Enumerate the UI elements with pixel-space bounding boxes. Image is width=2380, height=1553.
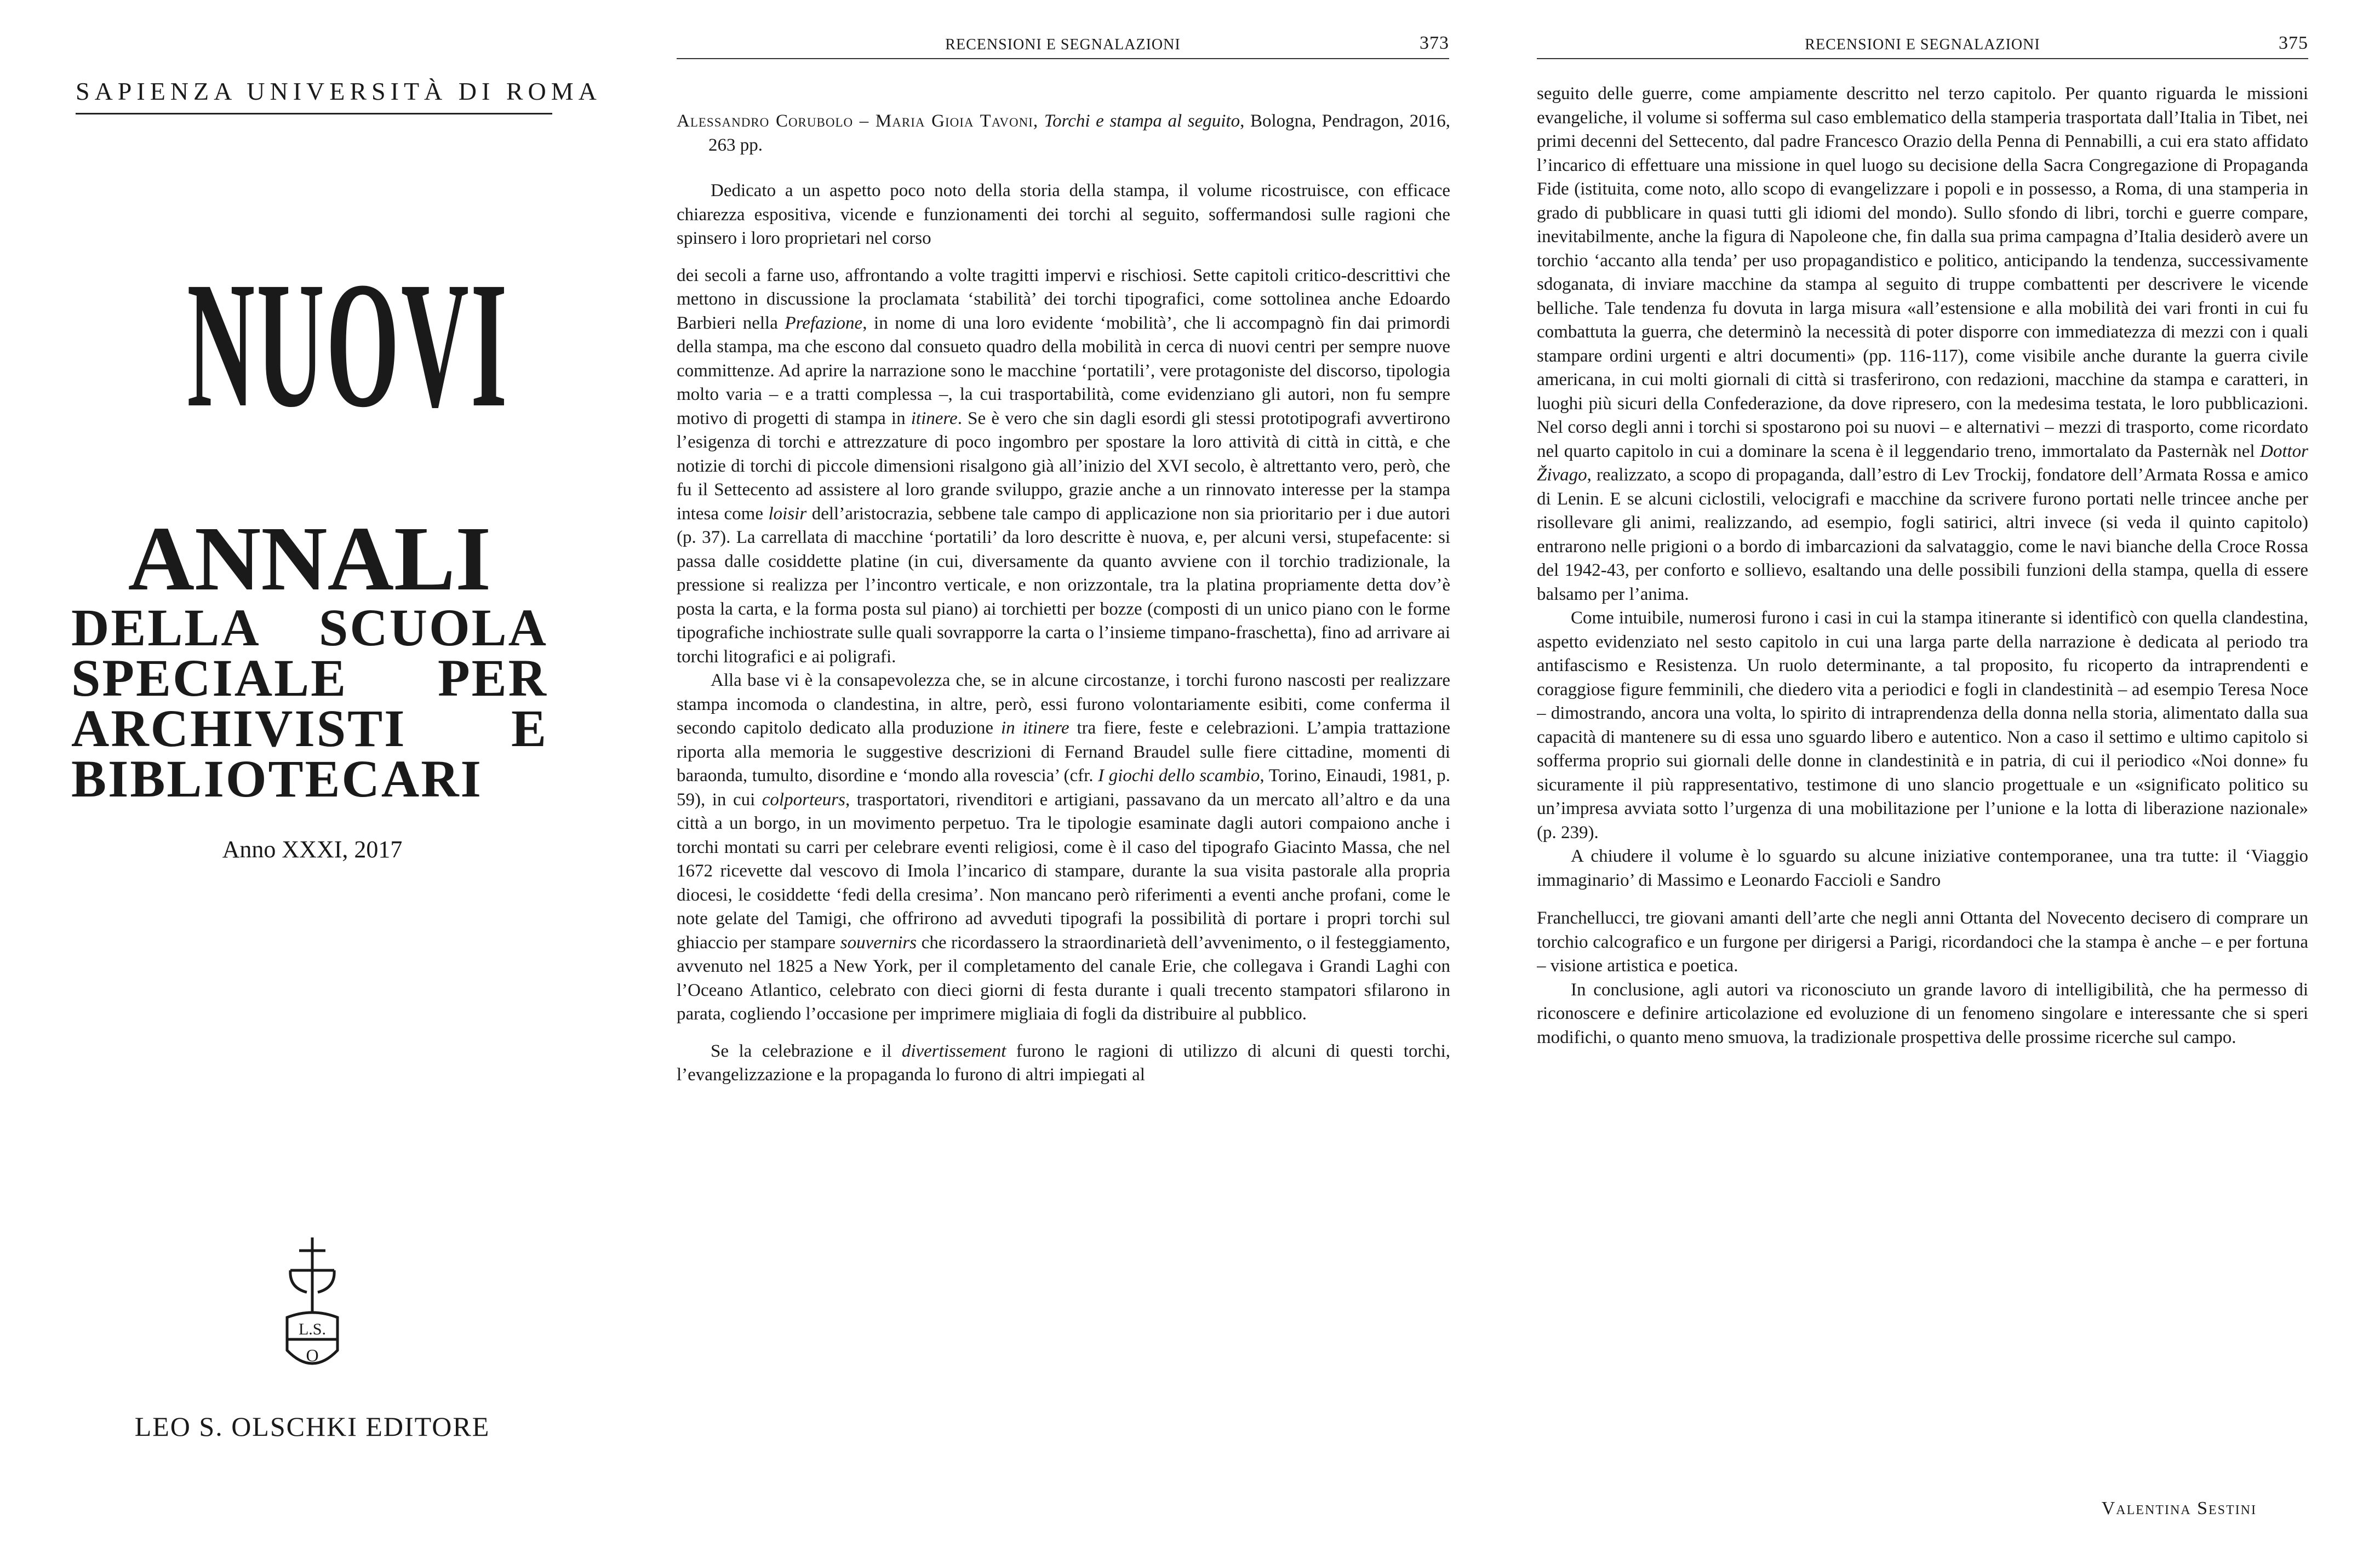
paragraph-1: dei secoli a farne uso, affrontando a volte tragitti impervi e rischiosi. Sette capitoli critico-descrittivi che mettono in discussione la proclamata ‘stabilità’ dei torchi tipografici, come sottolinea anche Edoardo Barbieri nella Prefazione, in nome di una loro evidente ‘mobilità’, che li accompagnò fin dai primordi della stampa, ma che escono dal consueto quadro della mobilità in cerca di nuovi centri per sempre nuove committenze. Ad aprire la narrazione sono le macchine ‘portatili’, vere protagoniste del discorso, tipologia molto varia – e a tratti complessa –, la cui trasportabilità, come evidenziano gli autori, non fu sempre motivo di progetti di stampa in itinere. Se è vero che sin dagli esordi gli stessi prototipografi avvertirono l’esigenza di torchi e attrezzature di poco ingombro per spostare la loro attività di città in città, e che notizie di torchi di piccole dimensioni risalgono già all’inizio del XVI secolo, è altrettanto vero, però, che fu il Settecento ad assistere al loro grande sviluppo, grazie anche a un rinnovato interesse per la stampa intesa come loisir dell’aristocrazia, sebbene tale campo di applicazione non sia prioritario per i due autori (p. 37). La carrellata di macchine ‘portatili’ da loro descritte è nuova, e, per alcuni versi, stupefacente: si passa dalle cosiddette platine (in cui, diversamente da quanto avviene con il torchio tradizionale, la pressione si realizza per l’incontro verticale, e non orizzontale, tra la platina propriamente detta dov’è posta la carta, e la forma posta sul piano) ai torchietti per bozze (composti di un unico piano con le forme tipografiche inchiostrate sulle quali sovrapporre la carta o l’insieme timpano-fraschetta), fino ad arrivare ai torchi litografici e ai poligrafi. xyxy=(677,265,1450,667)
citation-publication: , Bologna, Pendragon, 2016, 263 pp. xyxy=(708,111,1450,155)
page-375 xyxy=(1537,0,2380,1553)
logo-letter-bottom: O xyxy=(306,1345,319,1365)
university-name: SAPIENZA UNIVERSITÀ DI ROMA xyxy=(76,77,602,105)
journal-title-annali: ANNALI xyxy=(128,508,491,610)
reviewer-signature: Valentina Sestini xyxy=(2101,1498,2257,1518)
book-citation xyxy=(677,110,1450,157)
issue-year: Anno XXXI, 2017 xyxy=(222,836,403,863)
university-rule xyxy=(76,113,552,114)
review-body-373 xyxy=(677,110,1450,1087)
running-head-title: RECENSIONI E SEGNALAZIONI xyxy=(1805,36,2040,53)
paragraph-4: In conclusione, agli autori va riconosciuto un grande lavoro di intelligibilità, che ha permesso di riconoscere e definire articolazione ed evoluzione di un fenomeno singolare e interessante che si speri modifichi, o quanto meno smuova, la tradizionale prospettiva delle prossime ricerche sul campo. xyxy=(1537,979,2308,1047)
running-head-rule xyxy=(1537,58,2308,59)
paragraph-3-start: A chiudere il volume è lo sguardo su alcune iniziative contemporanee, una tra tutte: il ‘Viaggio immaginario’ di Massimo e Leonardo Faccioli e Sandro xyxy=(1537,846,2308,890)
citation-title: Torchi e stampa al seguito xyxy=(1044,111,1240,131)
paragraph-3-continued: Franchellucci, tre giovani amanti dell’arte che negli anni Ottanta del Novecento decisero di comprare un torchio calcografico e un furgone per dirigersi a Parigi, ricordandoci che la stampa è anche – e per fortuna – visione artistica e poetica. xyxy=(1537,908,2308,976)
journal-subtitle-line-3: ARCHIVISTI E xyxy=(71,699,548,758)
running-head-rule xyxy=(677,58,1449,59)
paragraph-3: Se la celebrazione e il divertissement furono le ragioni di utilizzo di alcuni di questi torchi, l’evangelizzazione e la propaganda lo furono di altri impiegati al xyxy=(677,1041,1450,1085)
journal-subtitle-line-2: SPECIALE PER xyxy=(71,649,548,707)
journal-title-nuovi: NUOVI xyxy=(187,245,509,445)
paragraph-1: seguito delle guerre, come ampiamente descritto nel terzo capitolo. Per quanto riguarda le missioni evangeliche, il volume si sofferma sul caso emblematico della stamperia trasportata dall’Italia in Tibet, nei primi decenni del Settecento, dal padre Francesco Orazio della Penna di Pennabilli, a cui era stato affidato l’incarico di effettuare una missione in quel luogo su decisione della Sacra Congregazione di Propaganda Fide (istituita, come noto, allo scopo di evangelizzare i popoli e in possesso, a Roma, di una stamperia in grado di pubblicare in quasi tutti gli idiomi del mondo). Sullo sfondo di libri, torchi e guerre compare, inevitabilmente, anche la figura di Napoleone che, fin dalla sua prima campagna d’Italia desiderò avere un torchio ‘accanto alla tenda’ per uso propagandistico e politico, anticipando la tendenza, successivamente sdoganata, di inviare macchine da stampa al seguito di truppe combattenti per descrivere le vicende belliche. Tale tendenza fu dovuta in larga misura «all’estensione e alla mobilità dei vari fronti in cui fu combattuta la guerra, che determinò la necessità di poter disporre con immediatezza di mezzi con i quali stampare ordini urgenti e altri documenti» (pp. 116-117), come visibile anche durante la guerra civile americana, in cui molti giornali di città si trasferirono, con redazioni, macchine da stampa e caratteri, in luoghi più sicuri della Confederazione, da dove ripresero, con la medesima testata, le loro pubblicazioni. Nel corso degli anni i torchi si spostarono poi su nuovi – e alternativi – mezzi di trasporto, come ricordato nel quarto capitolo in cui a dominare la scena è il leggendario treno, immortalato da Pasternàk nel Dottor Živago, realizzato, a scopo di propaganda, dall’estro di Lev Trockij, fondatore dell’Armata Rossa e amico di Lenin. E se alcuni ciclostili, velocigrafi e macchine da scrivere furono portati nelle trincee anche per risollevare gli animi, realizzando, ad esempio, fogli satirici, altri invece (si veda il quinto capitolo) entrarono nelle prigioni o a bordo di imbarcazioni da salvataggio, come le navi bianche della Croce Rossa del 1942-43, per conforto e sollievo, esaltando una delle possibili funzioni della stampa, quella di essere balsamo per l’anima. xyxy=(1537,84,2308,604)
running-head xyxy=(677,33,1449,58)
publisher-name: LEO S. OLSCHKI EDITORE xyxy=(134,1411,490,1442)
journal-subtitle-line-4: BIBLIOTECARI xyxy=(71,749,483,808)
page-number: 373 xyxy=(1420,33,1449,53)
paragraph-intro: Dedicato a un aspetto poco noto della storia della stampa, il volume ricostruisce, con efficace chiarezza espositiva, vicende e funzionamenti dei torchi al seguito, soffermandosi sulle ragioni che spinsero i loro proprietari nel corso xyxy=(677,181,1450,248)
running-head xyxy=(1537,33,2308,58)
olschki-cross-emblem-icon xyxy=(268,1235,356,1378)
review-body-375 xyxy=(1537,82,2308,1050)
logo-letters-top: L.S. xyxy=(298,1320,327,1338)
journal-subtitle-line-1: DELLA SCUOLA xyxy=(71,598,548,657)
running-head-title: RECENSIONI E SEGNALAZIONI xyxy=(945,36,1181,53)
citation-authors: Alessandro Corubolo – Maria Gioia Tavoni, xyxy=(677,111,1039,131)
page-373 xyxy=(677,0,1460,1553)
cover-page xyxy=(0,0,630,1553)
paragraph-2: Alla base vi è la consapevolezza che, se in alcune circostanze, i torchi furono nascosti per realizzare stampa incomoda o clandestina, in altre, però, essi furono volontariamente esibiti, come conferma il secondo capitolo dedicato alla produzione in itinere tra fiere, feste e celebrazioni. L’ampia trattazione riporta alla memoria le suggestive descrizioni di Fernand Braudel sulle fiere cittadine, momenti di baraonda, tumulto, disordine e ‘mondo alla rovescia’ (cfr. I giochi dello scambio, Torino, Einaudi, 1981, p. 59), in cui colporteurs, trasportatori, rivenditori e artigiani, passavano da un mercato all’altro e da una città a un borgo, in un movimento perpetuo. Tra le tipologie esaminate dagli autori compaiono anche i torchi montati su carri per celebrare eventi religiosi, come è il caso del tipografo Giacinto Massa, che nel 1672 ricevette dal vescovo di Imola l’incarico di stampare, durante la sua visita pastorale alla propria diocesi, le cosiddette ‘fedi della cresima’. Non mancano però riferimenti a eventi anche profani, come le note gelate del Tamigi, che offrirono ad avveduti tipografi la possibilità di portare i propri torchi sul ghiaccio per stampare souvernirs che ricordassero la straordinarietà dell’avvenimento, o il festeggiamento, avvenuto nel 1825 a New York, per il completamento del canale Erie, che collegava i Grandi Laghi con l’Oceano Atlantico, celebrato con dieci giorni di festa durante i quali trecento stampatori sfilarono in parata, cogliendo l’occasione per imprimere migliaia di fogli da distribuire al pubblico. xyxy=(677,671,1450,1024)
page-number: 375 xyxy=(2279,33,2308,53)
paragraph-2: Come intuibile, numerosi furono i casi in cui la stampa itinerante si identificò con quella clandestina, aspetto evidenziato nel sesto capitolo in cui una larga parte della narrazione è dedicata al periodo tra antifascismo e Resistenza. Un ruolo determinante, a tal proposito, fu ricoperto da intraprendenti e coraggiose figure femminili, che diedero vita a periodici e fogli in clandestinità – ad esempio Teresa Noce – dimostrando, ancora una volta, lo spirito di intraprendenza della donna nella storia, alimentato dalla sua capacità di mantenere su di essa uno sguardo libero e autentico. Non a caso il settimo e ultimo capitolo si sofferma proprio sui giornali delle donne in clandestinità e in patria, di cui il periodico «Noi donne» fu sicuramente il più rappresentativo, testimone di uno slancio progettuale e un «significato politico su un’impresa avviata sotto l’urgenza di una mobilitazione per l’unione e la lotta di liberazione nazionale» (p. 239). xyxy=(1537,608,2308,843)
